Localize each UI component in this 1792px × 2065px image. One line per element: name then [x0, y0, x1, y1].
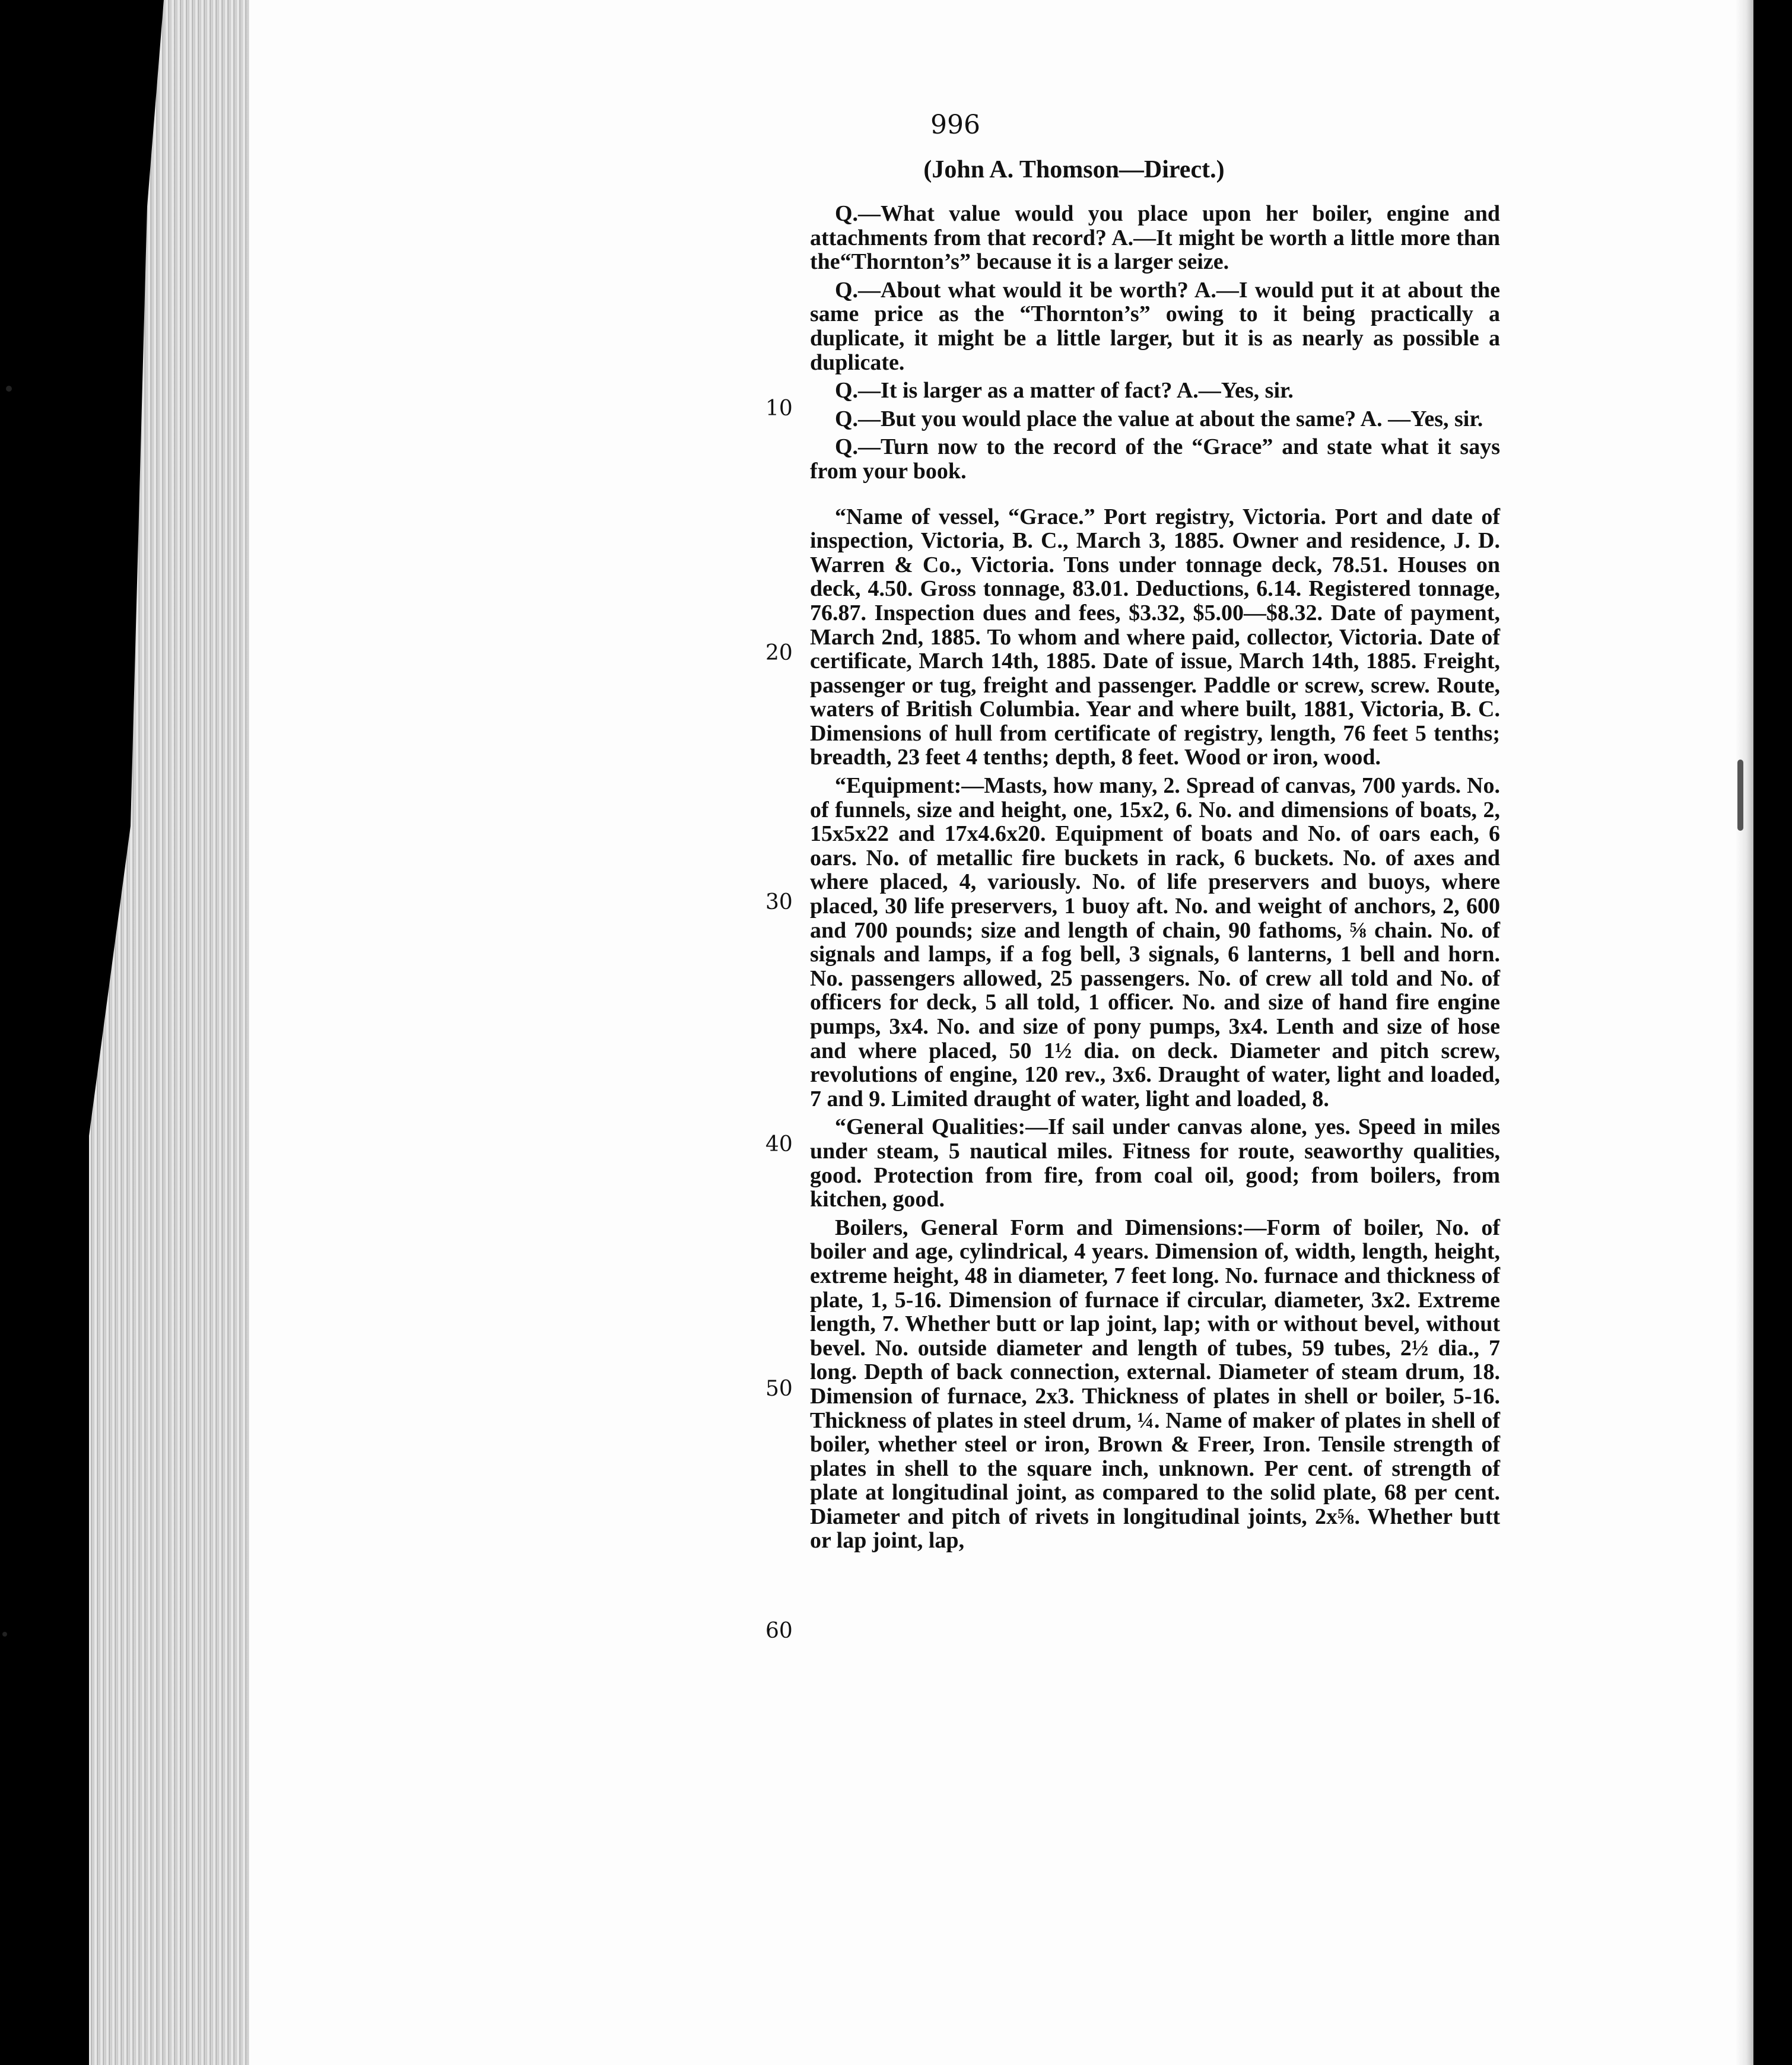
page-number: 996 — [930, 110, 980, 140]
line-number: 40 — [765, 1132, 793, 1157]
scan-border-right — [1753, 0, 1792, 2065]
line-number: 20 — [765, 641, 793, 665]
line-number: 30 — [765, 890, 793, 914]
paragraph: “General Qualities:—If sail under canvas alone, yes. Speed in miles under steam, 5 nautical miles. Fitness for route, seaworthy qualities, good. Protection from fire, from coal oil, good; from boilers, from kitchen, good. — [810, 1114, 1500, 1212]
paragraph: Q.—Turn now to the record of the “Grace” and state what it says from your book. — [810, 434, 1500, 484]
paragraph: Q.—About what would it be worth? A.—I would put it at about the same price as the “Thornton’s” owing to it being practically a duplicate, it might be a little larger, but it is as nearly as possible a duplicate. — [810, 277, 1500, 375]
testimony-text — [810, 202, 1500, 1557]
running-head: (John A. Thomson—Direct.) — [923, 156, 1225, 183]
paragraph: Boilers, General Form and Dimensions:—Form of boiler, No. of boiler and age, cylindrical, 4 years. Dimension of, width, length, height, extreme height, 48 in diameter, 7 feet long. No. furnace and thickness of plate, 1, 5-16. Dimension of furnace if circular, diameter, 3x2. Extreme length, 7. Whether butt or lap joint, lap; with or without bevel, without bevel. No. outside diameter and length of tubes, 59 tubes, 2½ dia., 7 long. Depth of back connection, external. Diameter of steam drum, 18. Dimension of furnace, 2x3. Thickness of plates in shell or boiler, 5-16. Thickness of plates in steel drum, ¼. Name of maker of plates in shell of boiler, whether steel or iron, Brown & Freer, Iron. Tensile strength of plates in shell to the square inch, unknown. Per cent. of strength of plate at longitudinal joint, as compared to the solid plate, 68 per cent. Diameter and pitch of rivets in longitudinal joints, 2x⅝. Whether butt or lap joint, lap, — [810, 1215, 1500, 1553]
paragraph: “Equipment:—Masts, how many, 2. Spread of canvas, 700 yards. No. of funnels, size and height, one, 15x2, 6. No. and dimensions of boats, 2, 15x5x22 and 17x4.6x20. Equipment of boats and No. of oars each, 6 oars. No. of metallic fire buckets in rack, 6 buckets. No. of axes and where placed, 4, variously. No. of life preservers and buoys, where placed, 30 life preservers, 1 buoy aft. No. and weight of anchors, 2, 600 and 700 pounds; size and length of chain, 90 fathoms, ⅝ chain. No. of signals and lamps, if a fog bell, 3 signals, 6 lanterns, 1 bell and horn. No. passengers allowed, 25 passengers. No. of crew all told and No. of officers for deck, 5 all told, 1 officer. No. and size of hand fire engine pumps, 3x4. No. and size of pony pumps, 3x4. Lenth and size of hose and where placed, 50 1½ dia. on deck. Diameter and pitch screw, revolutions of engine, 120 rev., 3x6. Draught of water, light and loaded, 7 and 9. Limited draught of water, light and loaded, 8. — [810, 773, 1500, 1111]
scan-speck — [6, 386, 12, 392]
scan-speck — [2, 1632, 7, 1637]
page-block-edge — [89, 0, 255, 2065]
scan-speck — [1737, 760, 1743, 831]
line-number: 60 — [765, 1619, 793, 1643]
line-number: 50 — [765, 1377, 793, 1401]
paragraph: Q.—It is larger as a matter of fact? A.—Yes, sir. — [835, 378, 1294, 404]
line-number: 10 — [765, 396, 793, 421]
paragraph: Q.—What value would you place upon her boiler, engine and attachments from that record? A.—It might be worth a little more than the“Thornton’s” because it is a larger seize. — [810, 201, 1500, 275]
gutter-shadow — [1736, 0, 1753, 2065]
paragraph: “Name of vessel, “Grace.” Port registry, Victoria. Port and date of inspection, Victoria, B. C., March 3, 1885. Owner and residence, J. D. Warren & Co., Victoria. Tons under tonnage deck, 78.51. Houses on deck, 4.50. Gross tonnage, 83.01. Deductions, 6.14. Registered tonnage, 76.87. Inspection dues and fees, $3.32, $5.00—$8.32. Date of payment, March 2nd, 1885. To whom and where paid, collector, Victoria. Date of certificate, March 14th, 1885. Date of issue, March 14th, 1885. Freight, passenger or tug, freight and passenger. Paddle or screw, screw. Route, waters of British Columbia. Year and where built, 1881, Victoria, B. C. Dimensions of hull from certificate of registry, length, 76 feet 5 tenths; breadth, 23 feet 4 tenths; depth, 8 feet. Wood or iron, wood. — [810, 504, 1500, 770]
paragraph: Q.—But you would place the value at about the same? A. —Yes, sir. — [835, 406, 1483, 431]
